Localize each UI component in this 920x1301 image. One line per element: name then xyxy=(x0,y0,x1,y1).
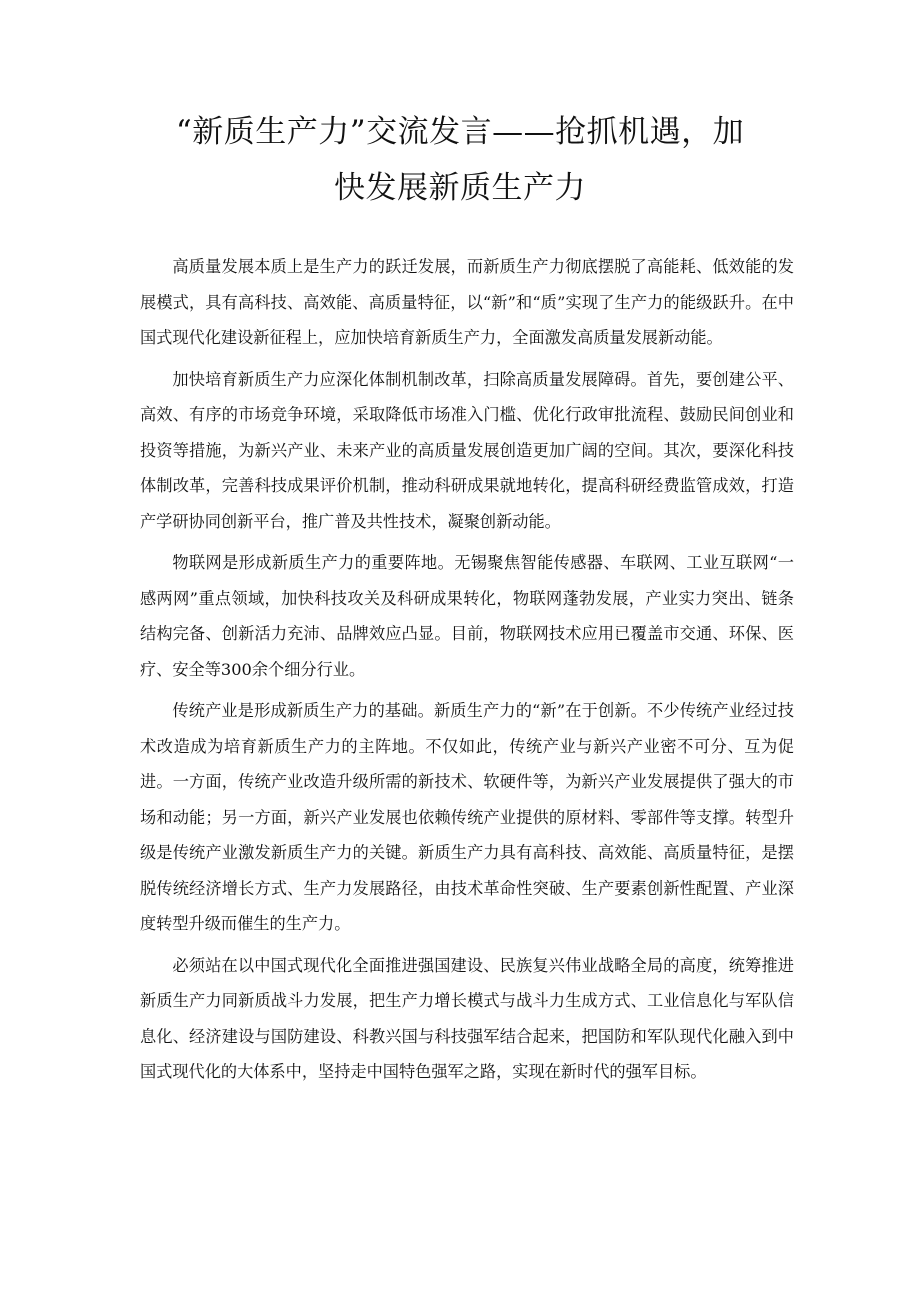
document-title xyxy=(120,104,800,216)
paragraph-intro: 高质量发展本质上是生产力的跃迁发展，而新质生产力彻底摆脱了高能耗、低效能的发展模式，具有高科技、高效能、高质量特征，以“新”和“质”实现了生产力的能级跃升。在中国式现代化建设新征程上，应加快培育新质生产力，全面激发高质量发展新动能。 xyxy=(140,257,794,347)
paragraph-national-defense: 必须站在以中国式现代化全面推进强国建设、民族复兴伟业战略全局的高度，统筹推进新质生产力同新质战斗力发展，把生产力增长模式与战斗力生成方式、工业信息化与军队信息化、经济建设与国防建设、科教兴国与科技强军结合起来，把国防和军队现代化融入到中国式现代化的大体系中，坚持走中国特色强军之路，实现在新时代的强军目标。 xyxy=(140,955,794,1081)
title-line-2: 快发展新质生产力 xyxy=(334,170,586,206)
document-body xyxy=(140,249,794,1096)
paragraph-reform: 加快培育新质生产力应深化体制机制改革，扫除高质量发展障碍。首先，要创建公平、高效、有序的市场竞争环境，采取降低市场准入门槛、优化行政审批流程、鼓励民间创业和投资等措施，为新兴产业、未来产业的高质量发展创造更加广阔的空间。其次，要深化科技体制改革，完善科技成果评价机制，推动科研成果就地转化，提高科研经费监管成效，打造产学研协同创新平台，推广普及共性技术，凝聚创新动能。 xyxy=(140,369,794,531)
paragraph-traditional-industry: 传统产业是形成新质生产力的基础。新质生产力的“新”在于创新。不少传统产业经过技术改造成为培育新质生产力的主阵地。不仅如此，传统产业与新兴产业密不可分、互为促进。一方面，传统产业改造升级所需的新技术、软硬件等，为新兴产业发展提供了强大的市场和动能；另一方面，新兴产业发展也依赖传统产业提供的原材料、零部件等支撑。转型升级是传统产业激发新质生产力的关键。新质生产力具有高科技、高效能、高质量特征，是摆脱传统经济增长方式、生产力发展路径，由技术革命性突破、生产要素创新性配置、产业深度转型升级而催生的生产力。 xyxy=(140,701,794,933)
paragraph-iot: 物联网是形成新质生产力的重要阵地。无锡聚焦智能传感器、车联网、工业互联网“一感两网”重点领域，加快科技攻关及科研成果转化，物联网蓬勃发展，产业实力突出、链条结构完备、创新活力充沛、品牌效应凸显。目前，物联网技术应用已覆盖市交通、环保、医疗、安全等300余个细分行业。 xyxy=(140,553,794,679)
title-line-1: “新质生产力”交流发言——抢抓机遇，加 xyxy=(175,114,745,150)
